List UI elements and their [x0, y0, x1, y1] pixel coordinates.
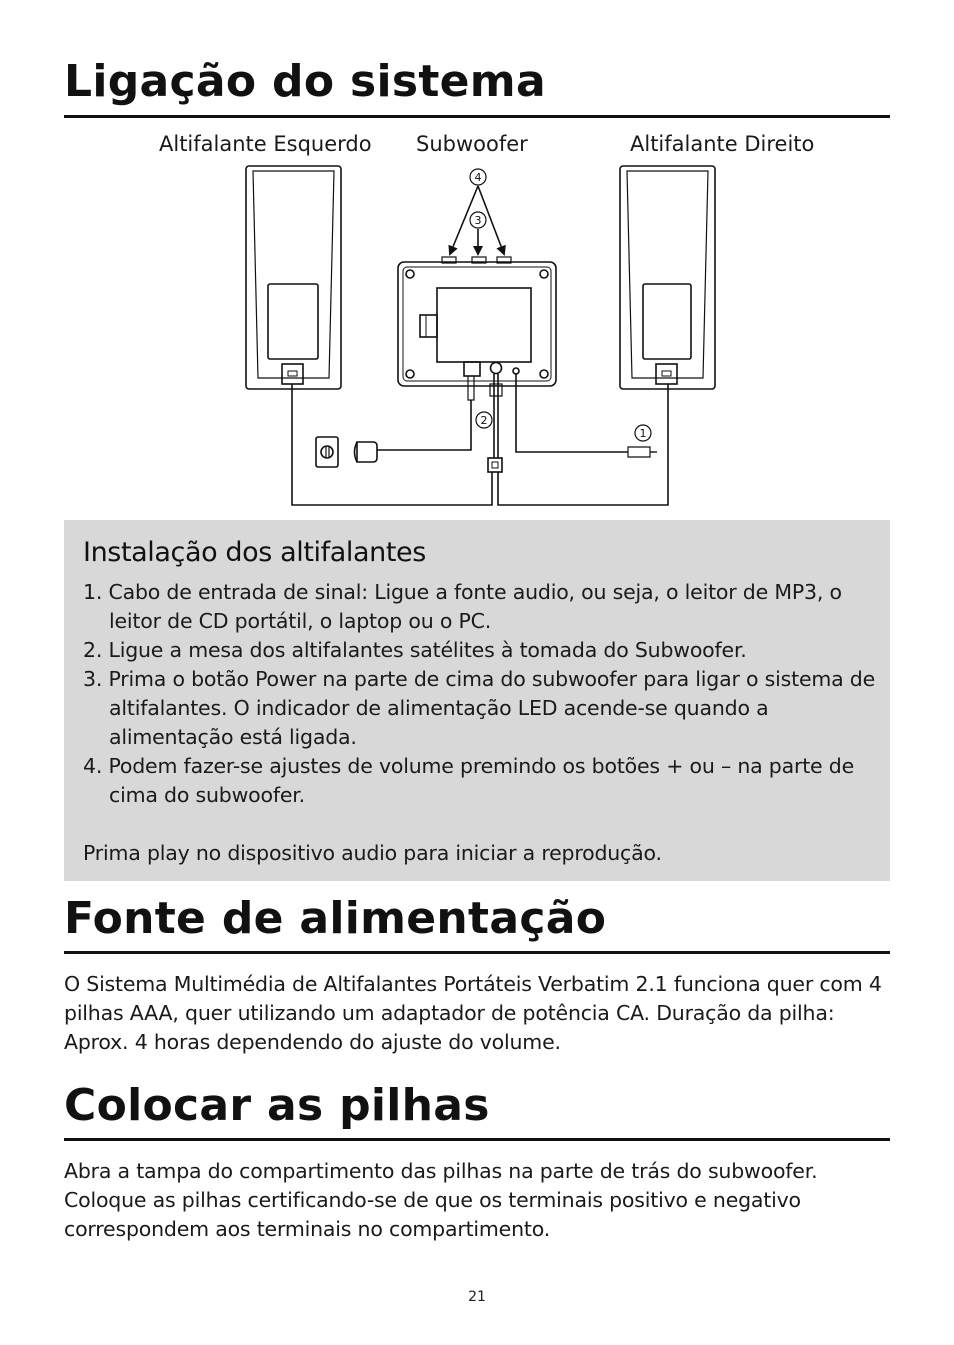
label-right-speaker: Altifalante Direito	[630, 132, 815, 156]
power-supply-text: O Sistema Multimédia de Altifalantes Portáteis Verbatim 2.1 funciona quer com 4 pilhas AAA, quer utilizando um adaptador de potência CA. Duração da pilha: Aprox. 4 horas dependendo do ajuste do volume.	[64, 972, 882, 1054]
callout-3: 3	[474, 214, 482, 227]
label-subwoofer: Subwoofer	[416, 132, 528, 156]
installation-title: Instalação dos altifalantes	[83, 537, 426, 568]
right-speaker-illustration	[620, 166, 715, 389]
left-speaker-illustration	[246, 166, 341, 389]
subwoofer-illustration	[398, 257, 556, 386]
callout-1: 1	[639, 427, 647, 440]
installation-step: 1. Cabo de entrada de sinal: Ligue a fonte audio, ou seja, o leitor de MP3, o leitor de CD portátil, o laptop ou o PC.	[83, 580, 842, 633]
heading-ligacao-do-sistema: Ligação do sistema	[64, 56, 546, 107]
installation-steps	[83, 578, 883, 810]
heading-rule	[64, 1138, 890, 1141]
installation-step: 2. Ligue a mesa dos altifalantes satélites à tomada do Subwoofer.	[83, 638, 747, 662]
callout-2: 2	[480, 414, 488, 427]
heading-rule	[64, 951, 890, 954]
heading-colocar-as-pilhas: Colocar as pilhas	[64, 1080, 490, 1131]
battery-text: Abra a tampa do compartimento das pilhas na parte de trás do subwoofer. Coloque as pilhas certificando-se de que os terminais positivo e negativo correspondem aos terminais no compartimento.	[64, 1159, 818, 1241]
installation-step: 4. Podem fazer-se ajustes de volume premindo os botões + ou – na parte de cima do subwoofer.	[83, 754, 855, 807]
heading-fonte-de-alimentacao: Fonte de alimentação	[64, 893, 607, 944]
installation-note: Prima play no dispositivo audio para iniciar a reprodução.	[83, 841, 662, 865]
installation-step: 3. Prima o botão Power na parte de cima do subwoofer para ligar o sistema de altifalantes. O indicador de alimentação LED acende-se quando a alimentação está ligada.	[83, 667, 876, 749]
callout-4: 4	[474, 171, 482, 184]
connection-diagram	[0, 0, 954, 520]
label-left-speaker: Altifalante Esquerdo	[159, 132, 372, 156]
page-number: 21	[468, 1289, 486, 1305]
installation-box	[64, 520, 890, 881]
